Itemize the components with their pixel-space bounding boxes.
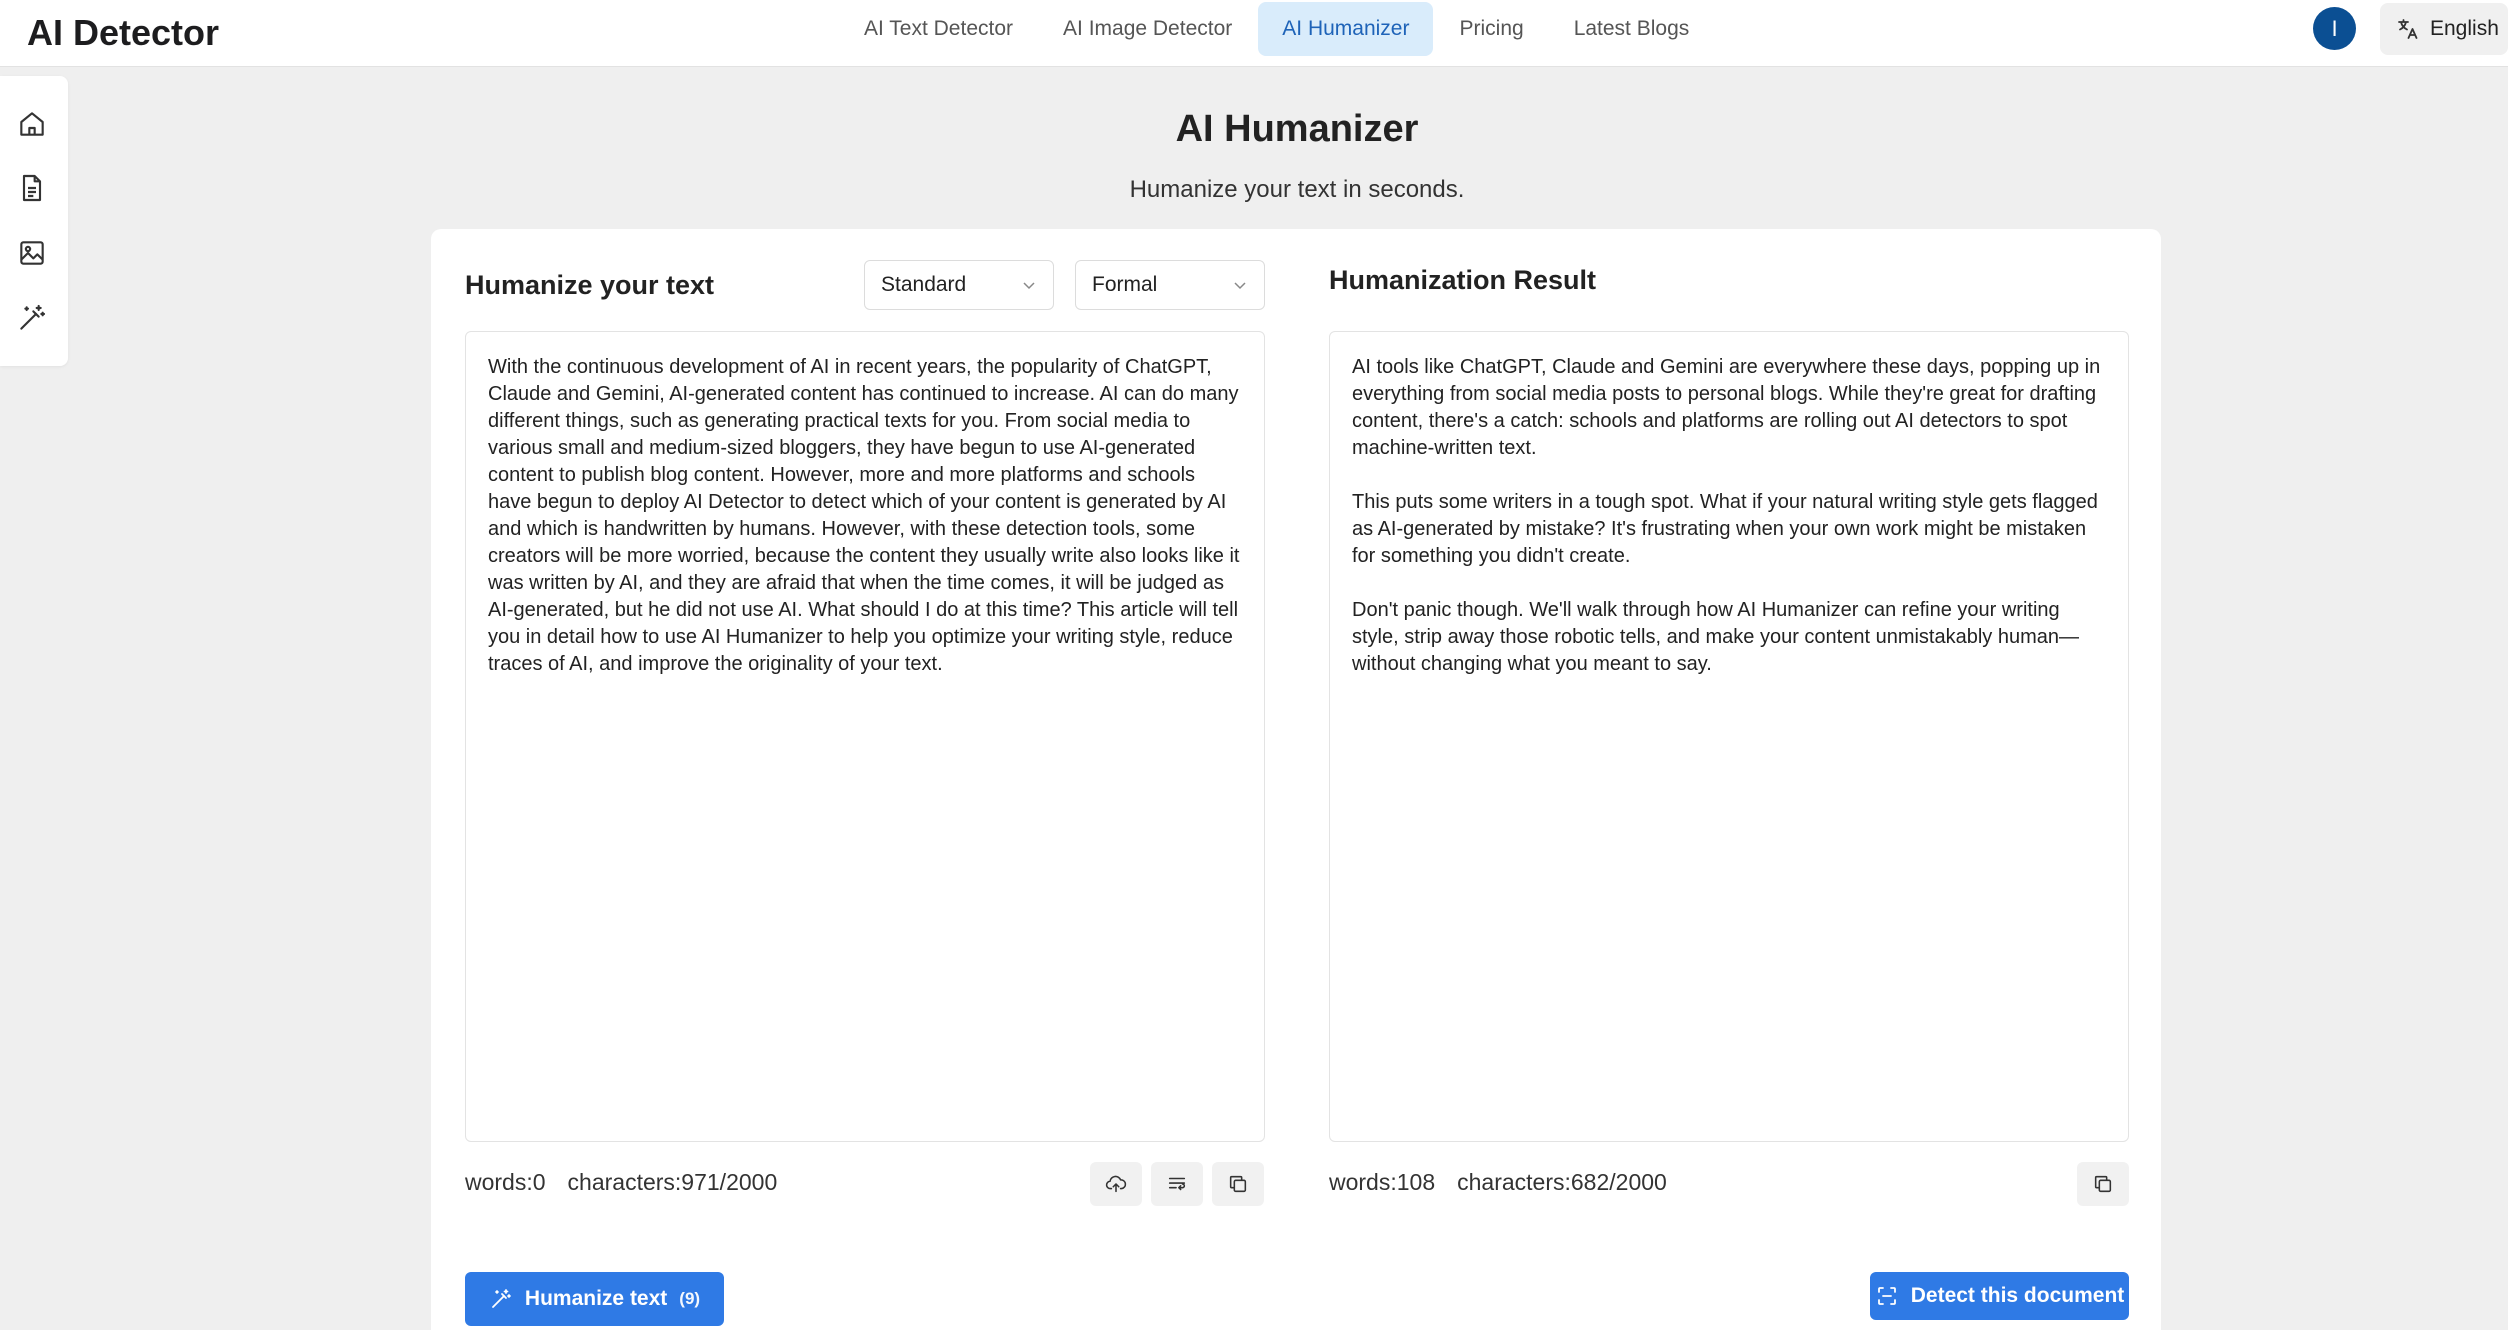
nav-ai-image-detector[interactable]: AI Image Detector	[1063, 17, 1233, 40]
tone-select[interactable]	[1075, 260, 1265, 310]
main-nav	[840, 2, 1713, 56]
mode-select-value: Standard	[881, 273, 967, 296]
image-icon	[16, 237, 48, 269]
result-paragraph: AI tools like ChatGPT, Claude and Gemini are everywhere these days, popping up in everything from social media posts to personal blogs. While they're great for drafting content, there's a catch: schools and platforms are rolling out AI detectors to spot machine-written text.	[1352, 356, 2101, 459]
input-word-count: words:0	[465, 1169, 546, 1195]
scan-icon	[1875, 1284, 1899, 1308]
detect-document-label: Detect this document	[1910, 1284, 2125, 1307]
language-selector[interactable]	[2380, 3, 2508, 55]
humanize-button[interactable]	[465, 1272, 724, 1326]
input-counts	[465, 1169, 777, 1196]
paste-sample-button[interactable]	[1151, 1162, 1203, 1206]
humanizer-card	[431, 229, 2161, 1330]
page-title: AI Humanizer	[1175, 108, 1419, 150]
input-character-count: characters:971/2000	[567, 1169, 778, 1195]
nav-pricing[interactable]: Pricing	[1459, 17, 1524, 40]
mode-select[interactable]	[864, 260, 1054, 310]
copy-icon	[1227, 1173, 1249, 1195]
translate-icon	[2396, 17, 2420, 41]
result-counts	[1329, 1169, 1667, 1196]
nav-latest-blogs[interactable]: Latest Blogs	[1573, 17, 1690, 40]
humanize-credits-badge: (9)	[679, 1289, 701, 1308]
result-paragraph: This puts some writers in a tough spot. What if your natural writing style gets flagged as AI-generated by mistake? It's frustrating when your own work might be mistaken for something you didn't create.	[1352, 491, 2098, 567]
brand-logo[interactable]: AI Detector	[27, 12, 220, 53]
language-label: English	[2430, 17, 2499, 40]
magic-wand-icon	[16, 302, 48, 334]
copy-result-button[interactable]	[2077, 1162, 2129, 1206]
result-word-count: words:108	[1329, 1169, 1436, 1195]
copy-icon	[2092, 1173, 2114, 1195]
text-format-icon	[1166, 1173, 1188, 1195]
input-textarea[interactable]: With the continuous development of AI in recent years, the popularity of ChatGPT, Claude and Gemini, AI-generated content has continued to increase. AI can do many different things, such as generating practical texts for you. From social media to various small and medium-sized bloggers, they have begun to use AI-generated content to publish blog content. However, more and more platforms and schools have begun to deploy AI Detector to detect which of your content is generated by AI and which is handwritten by humans. However, with these detection tools, some creators will be more worried, because the content they usually write also looks like it was written by AI, and they are afraid that when the time comes, it will be judged as AI-generated, but he did not use AI. What should I do at this time? This article will tell you in detail how to use AI Humanizer to help you optimize your writing style, reduce traces of AI, and improve the originality of your text.	[465, 331, 1265, 1142]
result-character-count: characters:682/2000	[1457, 1169, 1667, 1195]
cloud-upload-icon	[1105, 1173, 1127, 1195]
result-textarea[interactable]	[1329, 331, 2129, 1142]
top-header	[0, 0, 2508, 67]
nav-ai-text-detector[interactable]: AI Text Detector	[864, 17, 1014, 40]
magic-wand-icon	[489, 1287, 513, 1311]
copy-input-button[interactable]	[1212, 1162, 1264, 1206]
chevron-down-icon	[1021, 277, 1037, 293]
result-panel-title: Humanization Result	[1329, 265, 1597, 295]
tone-select-value: Formal	[1092, 273, 1158, 296]
user-avatar[interactable]: I	[2313, 7, 2356, 50]
nav-ai-humanizer[interactable]: AI Humanizer	[1258, 2, 1433, 56]
humanize-button-label: Humanize text	[524, 1287, 668, 1310]
detect-document-button[interactable]	[1870, 1272, 2129, 1320]
result-paragraph: Don't panic though. We'll walk through how AI Humanizer can refine your writing style, strip away those robotic tells, and make your content unmistakably human—without changing what you meant to say.	[1352, 599, 2080, 675]
sidebar-item-humanizer[interactable]	[10, 296, 54, 340]
sidebar-item-image[interactable]	[10, 231, 54, 275]
input-panel-title: Humanize your text	[465, 270, 715, 300]
upload-button[interactable]	[1090, 1162, 1142, 1206]
page-subtitle: Humanize your text in seconds.	[1129, 176, 1465, 203]
chevron-down-icon	[1232, 277, 1248, 293]
